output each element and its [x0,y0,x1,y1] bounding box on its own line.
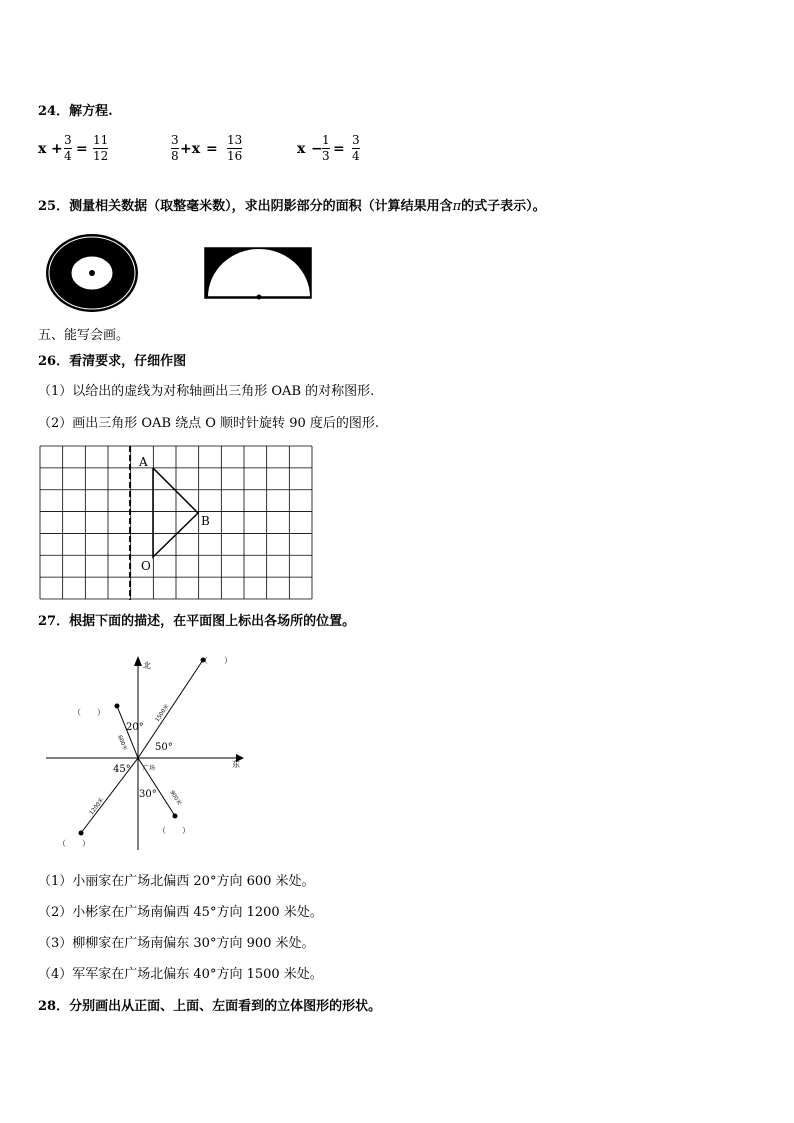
pi-symbol: π [452,199,462,214]
east-label: 东 [232,760,240,769]
q27-item-4: （4）军军家在广场北偏东 40°方向 1500 米处。 [38,967,323,982]
q24-heading: 24．解方程. [38,104,113,119]
angle-50-label: 50° [155,742,173,753]
label-a: A [139,455,148,469]
grid-lines [40,446,312,599]
blank-ne: （ ） [200,656,232,665]
q26-item-2: （2）画出三角形 OAB 绕点 O 顺时针旋转 90 度后的图形. [38,416,379,431]
direction-map [40,650,260,860]
angle-45-label: 45° [113,764,131,775]
q28-heading: 28．分别画出从正面、上面、左面看到的立体图形的形状。 [38,999,382,1014]
dist-1200-label: 1200米 [88,797,106,817]
blank-se: （ ） [158,826,190,835]
blank-nw: （ ） [73,708,105,717]
dist-1500-label: 1500米 [154,703,171,724]
label-b: B [201,514,210,528]
section-five-heading: 五、能写会画。 [38,328,130,343]
dist-600-label: 600米 [116,734,128,752]
q27-heading: 27．根据下面的描述，在平面图上标出各场所的位置。 [38,614,356,629]
blank-sw: （ ） [58,839,90,848]
triangle-oab [153,468,198,557]
q26-heading: 26．看清要求，仔细作图 [38,354,187,369]
angle-20-label: 20° [126,722,144,733]
q25-heading: 25．测量相关数据（取整毫米数），求出阴影部分的面积（计算结果用含π的式子表示）。 [38,199,546,214]
q27-item-3: （3）柳柳家在广场南偏东 30°方向 900 米处。 [38,936,315,951]
ring-figure [40,240,150,320]
semicircle-in-rectangle-figure [204,247,314,303]
north-label: 北 [143,661,151,670]
angle-30-label: 30° [139,789,157,800]
q27-item-2: （2）小彬家在广场南偏西 45°方向 1200 米处。 [38,905,323,920]
label-o: O [141,559,151,573]
q27-item-1: （1）小丽家在广场北偏西 20°方向 600 米处。 [38,874,315,889]
north-arrow-icon [134,656,142,666]
center-label: 广场 [143,765,156,772]
q26-item-1: （1）以给出的虚线为对称轴画出三角形 OAB 的对称图形. [38,384,375,399]
grid-figure [39,446,313,600]
dist-900-label: 900米 [168,789,183,807]
